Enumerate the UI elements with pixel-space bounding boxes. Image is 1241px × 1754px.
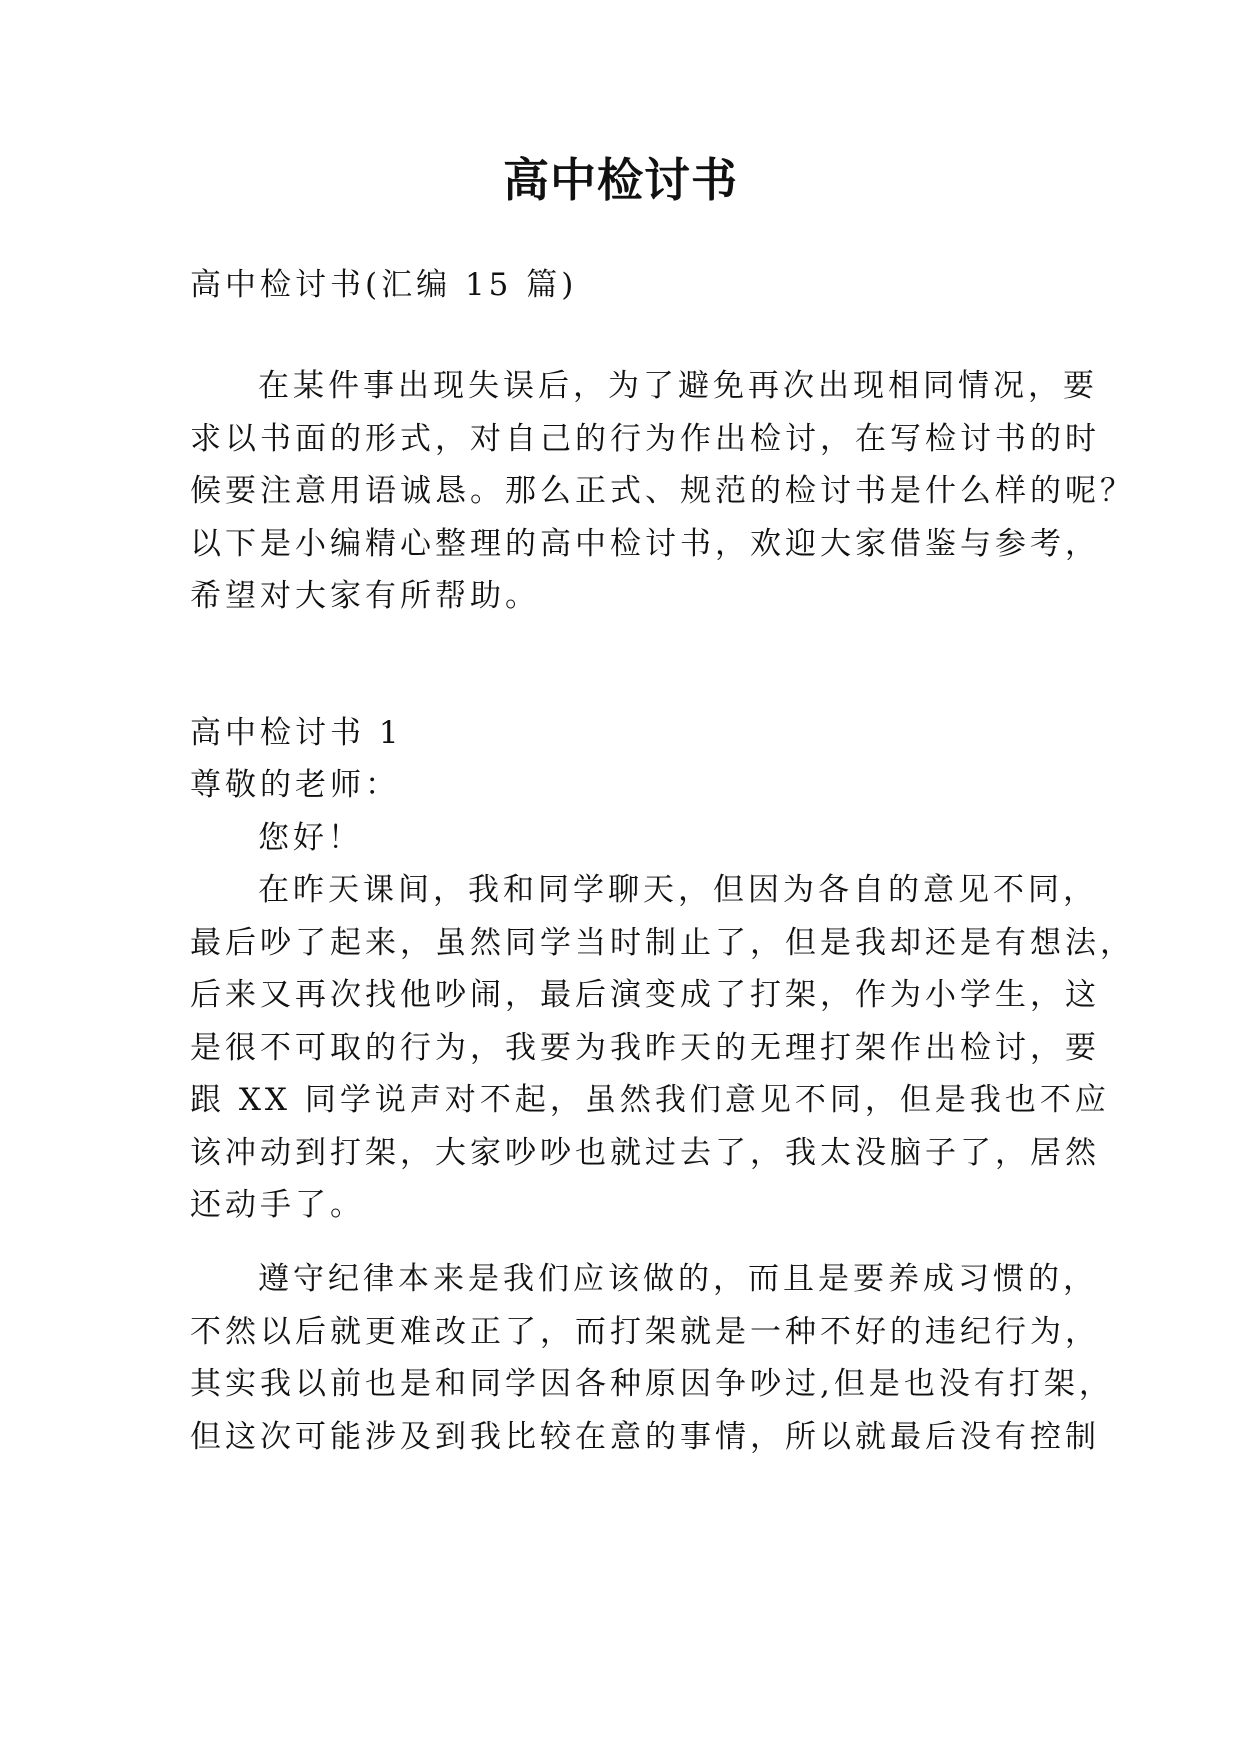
intro-line: 在某件事出现失误后，为了避免再次出现相同情况，要 [258,368,1098,404]
intro-line: 以下是小编精心整理的高中检讨书，欢迎大家借鉴与参考， [190,526,1100,562]
body-line: 在昨天课间，我和同学聊天，但因为各自的意见不同， [258,872,1098,908]
body-line: 但这次可能涉及到我比较在意的事情，所以就最后没有控制 [190,1419,1100,1455]
section-heading: 高中检讨书 1 [190,715,403,751]
document-subtitle: 高中检讨书(汇编 15 篇) [190,267,578,303]
greeting: 您好！ [258,820,363,856]
salutation: 尊敬的老师： [190,767,400,803]
intro-line: 求以书面的形式，对自己的行为作出检讨，在写检讨书的时 [190,421,1100,457]
document-title: 高中检讨书 [503,153,738,207]
body-line: 是很不可取的行为，我要为我昨天的无理打架作出检讨，要 [190,1030,1100,1066]
body-line: 最后吵了起来，虽然同学当时制止了，但是我却还是有想法， [190,925,1135,961]
body-line: 其实我以前也是和同学因各种原因争吵过,但是也没有打架， [190,1366,1114,1402]
body-line: 还动手了。 [190,1187,365,1223]
body-line: 该冲动到打架，大家吵吵也就过去了，我太没脑子了，居然 [190,1135,1100,1171]
body-line: 跟 XX 同学说声对不起，虽然我们意见不同，但是我也不应 [190,1082,1110,1118]
intro-line: 候要注意用语诚恳。那么正式、规范的检讨书是什么样的呢？ [190,473,1135,509]
body-line: 后来又再次找他吵闹，最后演变成了打架，作为小学生，这 [190,977,1100,1013]
intro-line: 希望对大家有所帮助。 [190,578,540,614]
body-line: 遵守纪律本来是我们应该做的，而且是要养成习惯的， [258,1261,1098,1297]
body-line: 不然以后就更难改正了，而打架就是一种不好的违纪行为， [190,1314,1100,1350]
